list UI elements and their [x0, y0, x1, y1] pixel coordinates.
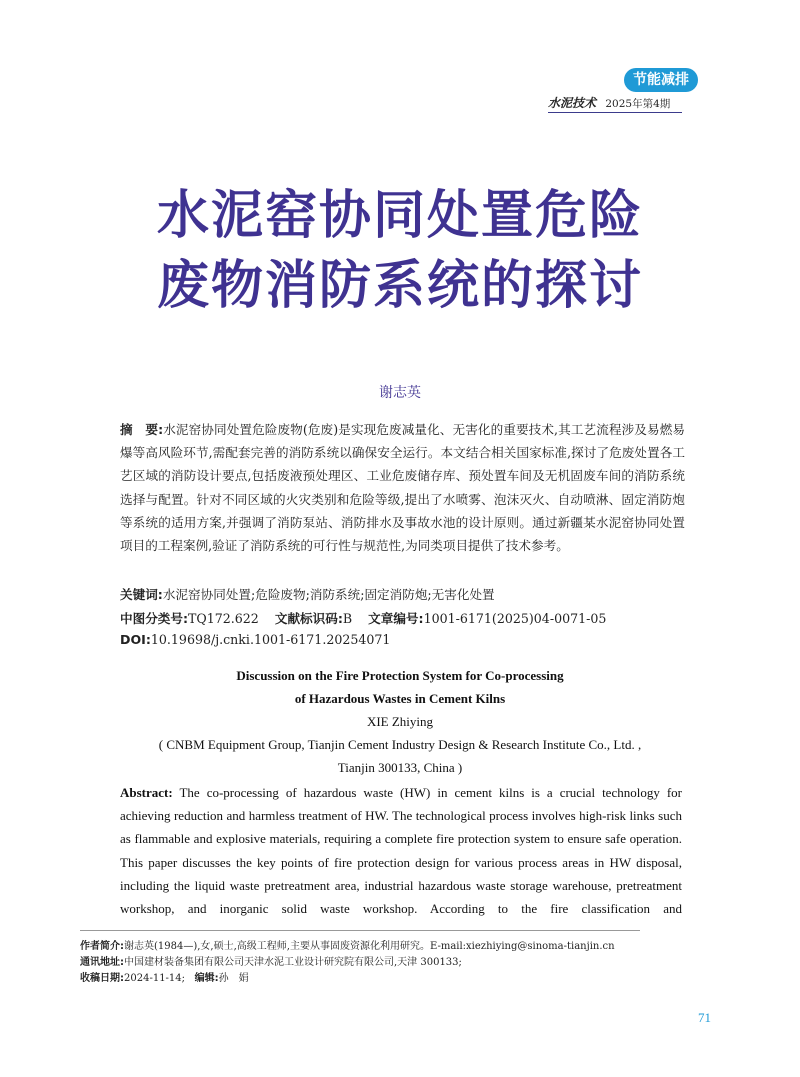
author-name: 谢志英 [379, 385, 421, 401]
footnote-address-label: 通讯地址: [80, 957, 124, 968]
clc-value: TQ172.622 [188, 611, 259, 626]
title-line-1: 水泥窑协同处置危险 [156, 186, 643, 246]
article-number-value: 1001-6171(2025)04-0071-05 [423, 611, 607, 626]
english-title-line-2: of Hazardous Wastes in Cement Kilns [294, 691, 506, 706]
doi [120, 632, 720, 647]
doc-code-value: B [342, 611, 353, 626]
footnote-address-text: 中国建材装备集团有限公司天津水泥工业设计研究院有限公司,天津 300133; [124, 957, 462, 968]
keywords-label: 关键词: [120, 587, 163, 602]
title-line-2: 废物消防系统的探讨 [156, 256, 643, 316]
abstract-cn-text: 水泥窑协同处置危险废物(危废)是实现危废减量化、无害化的重要技术,其工艺流程涉及易燃易爆等高风险环节,需配套完善的消防系统以确保安全运行。本文结合相关国家标准,探讨了危废处置各工艺区域的消防设计要点,包括废液预处理区、工业危废储存库、预处置车间及无机固废车间的消防系统选择与配置。针对不同区域的火灾类别和危险等级,提出了水喷雾、泡沫灭火、自动喷淋、固定消防炮等系统的适用方案,并强调了消防泵站、消防排水及事故水池的设计原则。通过新疆某水泥窑协同处置项目的工程案例,验证了消防系统的可行性与规范性,为同类项目提供了技术参考。 [120, 422, 685, 554]
classification [120, 608, 720, 627]
journal-name: 水泥技术 [548, 96, 597, 110]
english-author: XIE Zhiying [366, 714, 434, 729]
doi-value: 10.19698/j.cnki.1001-6171.20254071 [150, 632, 391, 647]
footnote-author-text: 谢志英(1984—),女,硕士,高级工程师,主要从事固废资源化利用研究。E-mail:xiezhiying@sinoma-tianjin.cn [124, 941, 615, 952]
english-affiliation-line-2: Tianjin 300133, China ) [337, 760, 463, 775]
journal-issue: 2025年第4期 [605, 98, 671, 110]
article-number-label: 文章编号: [368, 611, 424, 626]
keywords [120, 584, 720, 603]
footnote-author-label: 作者简介: [80, 941, 124, 952]
footnote-date-text: 2024-11-14; [124, 973, 186, 984]
english-title-line-1: Discussion on the Fire Protection System for Co-processing [236, 668, 564, 683]
footnote-editor-label: 编辑: [194, 973, 219, 984]
clc-label: 中图分类号: [120, 611, 189, 626]
page-number: 71 [698, 1010, 711, 1025]
english-affiliation-line-1: ( CNBM Equipment Group, Tianjin Cement Industry Design & Research Institute Co., Ltd. , [158, 737, 642, 752]
abstract-cn [120, 418, 685, 557]
keywords-text: 水泥窑协同处置;危险废物;消防系统;固定消防炮;无害化处置 [162, 587, 495, 602]
footnote-address [80, 953, 700, 968]
footnote-editor-text: 孙 娟 [218, 973, 249, 984]
footnote-author [80, 937, 700, 952]
doi-label: DOI: [120, 632, 151, 647]
footnote-divider [80, 930, 640, 931]
abstract-en-label: Abstract: [120, 785, 173, 800]
abstract-cn-label: 摘 要: [120, 422, 164, 437]
doc-code-label: 文献标识码: [274, 611, 343, 626]
category-badge: 节能减排 [624, 68, 698, 92]
footnote-date [80, 969, 700, 984]
abstract-en-text: The co-processing of hazardous waste (HW) in cement kilns is a crucial technology for achieving reduction and harmless treatment of HW. The technological process involves high-risk links such as flammable and explosive materials, requiring a complete fire protection system to ensure safe operation. This paper discusses the key points of fire protection design for various process areas in HW disposal, including the liquid waste pretreatment area, industrial hazardous waste storage warehouse, pretreatment workshop, and inorganic solid waste workshop. According to the fire classification and [120, 785, 682, 917]
journal-header [548, 94, 682, 113]
footnote-date-label: 收稿日期: [80, 973, 124, 984]
abstract-en [120, 781, 682, 920]
